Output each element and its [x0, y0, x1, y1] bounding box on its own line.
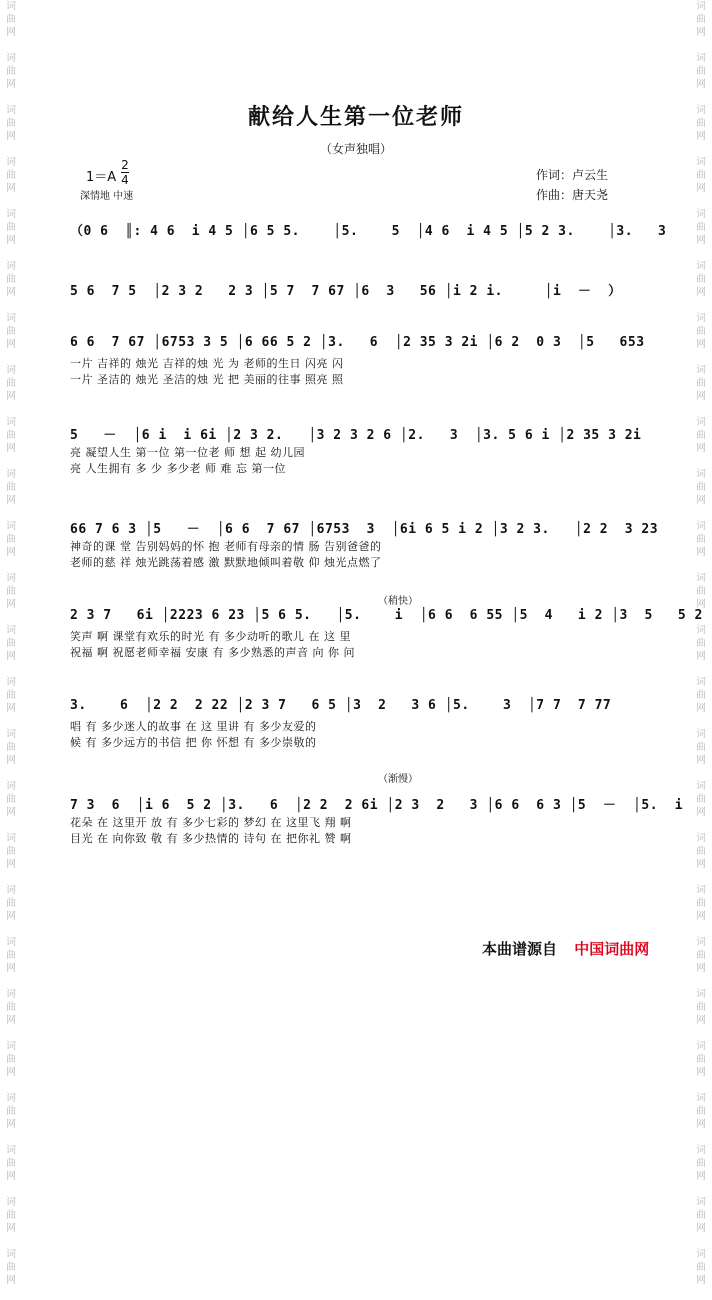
- lyrics-verse-2: 一片 圣洁的 烛光 圣洁的烛 光 把 美丽的往事 照亮 照: [70, 373, 344, 386]
- lyrics-verse-2: 候 有 多少远方的书信 把 你 怀想 有 多少崇敬的: [70, 736, 317, 749]
- notation-row: 7 3 6 │i 6 5 2 │3. 6 │2 2 2 6i │2 3 2 3 │6 6 6 3 │5 － │5. i: [70, 798, 684, 813]
- key-signature: 1＝A: [86, 170, 117, 185]
- watermark-right: 词 曲 网 词 曲 网 词 曲 网 词 曲 网 词 曲 网 词 曲 网 词 曲 网 词 曲 网 词 曲 网 词 曲 网 词 曲 网 词 曲 网 词 曲 网 词 曲 网 词 曲 网 词 曲 网 词 曲 网 词 曲 网 词 曲 网 词 曲 网 词 曲 网 词 曲 网 词 曲 网 词 曲 网 词 曲 网: [696, 1, 706, 1286]
- lyrics-verse-1: 唱 有 多少迷人的故事 在 这 里讲 有 多少友爱的: [70, 720, 317, 733]
- tempo-faster-mark: （稍快）: [378, 596, 418, 607]
- tempo-slower-mark: （渐慢）: [378, 774, 418, 785]
- lyricist-credit: 作词：卢云生: [536, 168, 609, 182]
- source-footer: [482, 938, 649, 959]
- lyrics-verse-1: 笑声 啊 课堂有欢乐的时光 有 多少动听的歌儿 在 这 里: [70, 630, 351, 643]
- source-label: 本曲谱源自: [482, 940, 558, 958]
- composer-credit: 作曲：唐天尧: [536, 188, 609, 202]
- notation-row: 5 6 7 5 │2 3 2 2 3 │5 7 7 67 │6 3 56 │i 2 i. │i － ）: [70, 284, 622, 299]
- lyrics-verse-1: 花朵 在 这里开 放 有 多少七彩的 梦幻 在 这里飞 翔 啊: [70, 816, 352, 829]
- lyrics-verse-2: 亮 人生拥有 多 少 多少老 师 难 忘 第一位: [70, 462, 286, 475]
- song-title: 献给人生第一位老师: [247, 105, 464, 130]
- notation-row: 5 － │6 i i 6i │2 3 2. │3 2 3 2 6 │2. 3 │3. 5 6 i │2 35 3 2i: [70, 428, 642, 443]
- site-name-link[interactable]: 中国词曲网: [574, 940, 650, 958]
- lyrics-verse-2: 老师的慈 祥 烛光跳荡着感 激 默默地倾叫着敬 仰 烛光点燃了: [70, 556, 382, 569]
- time-top: 2: [121, 158, 129, 172]
- lyrics-verse-2: 祝福 啊 祝愿老师幸福 安康 有 多少熟悉的声音 向 你 问: [70, 646, 355, 659]
- lyrics-verse-1: 神奇的课 堂 告别妈妈的怀 抱 老师有母亲的情 肠 告别爸爸的: [70, 540, 382, 553]
- notation-row: 66 7 6 3 │5 － │6 6 7 67 │6753 3 │6i 6 5 i 2 │3 2 3. │2 2 3 23: [70, 522, 659, 537]
- notation-row: 2 3 7 6i │2223 6 23 │5 6 5. │5. i │6 6 6 55 │5 4 i 2 │3 5 5 2: [70, 608, 703, 623]
- notation-row: （0 6 ║: 4 6 i 4 5 │6 5 5. │5. 5 │4 6 i 4 5 │5 2 3. │3. 3: [70, 224, 667, 239]
- notation-row: 3. 6 │2 2 2 22 │2 3 7 6 5 │3 2 3 6 │5. 3 │7 7 7 77: [70, 698, 612, 713]
- notation-row: 6 6 7 67 │6753 3 5 │6 66 5 2 │3. 6 │2 35 3 2i │6 2 0 3 │5 653: [70, 335, 645, 350]
- time-bottom: 4: [121, 173, 129, 187]
- watermark-left: 词 曲 网 词 曲 网 词 曲 网 词 曲 网 词 曲 网 词 曲 网 词 曲 网 词 曲 网 词 曲 网 词 曲 网 词 曲 网 词 曲 网 词 曲 网 词 曲 网 词 曲 网 词 曲 网 词 曲 网 词 曲 网 词 曲 网 词 曲 网 词 曲 网 词 曲 网 词 曲 网 词 曲 网 词 曲 网: [6, 1, 16, 1286]
- tempo-marking: 深情地 中速: [80, 191, 134, 202]
- lyrics-verse-1: 一片 吉祥的 烛光 吉祥的烛 光 为 老师的生日 闪亮 闪: [70, 357, 344, 370]
- time-signature: [121, 158, 129, 187]
- song-subtitle: （女声独唱）: [319, 142, 392, 156]
- lyrics-verse-1: 亮 凝望人生 第一位 第一位老 师 想 起 幼儿园: [70, 446, 305, 459]
- lyrics-verse-2: 目光 在 向你致 敬 有 多少热情的 诗句 在 把你礼 赞 啊: [70, 832, 352, 845]
